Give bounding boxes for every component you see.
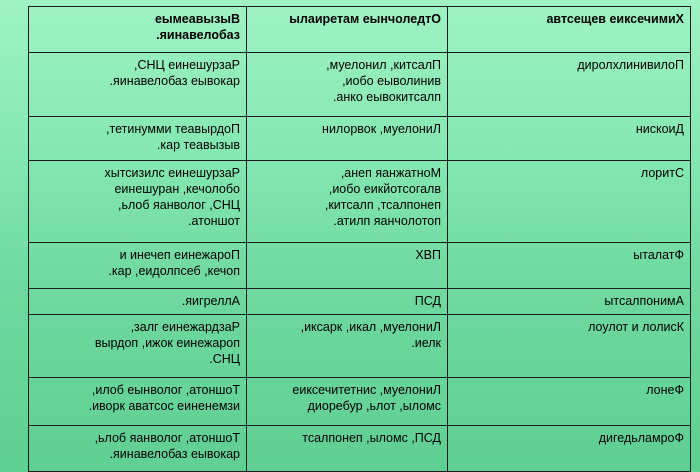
table-row [29, 161, 691, 243]
cell-effects: Тошнота, головные боли, изменение состава крови. [29, 378, 247, 426]
table-header-row [29, 7, 691, 53]
header-substance: Химические вещества [448, 7, 691, 53]
cell-materials: ДСП [247, 289, 448, 315]
header-materials: Отделочные материалы [247, 7, 448, 53]
cell-effects: Тошнота, головная боль, раковые заболевания. [29, 426, 247, 472]
table-row [29, 53, 691, 117]
table-row [29, 117, 691, 161]
cell-materials: Монтажная пена, влагостойкие обои, пенопласт, пластик, потолочная плита. [247, 161, 448, 243]
cell-materials: ПВХ [247, 243, 448, 289]
cell-substance: Фенол [448, 378, 691, 426]
header-effects: Вызываемые заболевания. [29, 7, 247, 53]
table-row [29, 289, 691, 315]
table-row [29, 243, 691, 289]
cell-substance: Диоксин [448, 117, 691, 161]
cell-materials: Линолеум, лаки, краски, клеи. [247, 315, 448, 378]
cell-substance: Ксилол и толуол [448, 315, 691, 378]
cell-substance: Формальдегид [448, 426, 691, 472]
table-row [29, 426, 691, 472]
cell-effects: Раздражение глаз, поражение кожи, подрыв ЦНС. [29, 315, 247, 378]
cell-effects: Аллергия. [29, 289, 247, 315]
cell-effects: Поражение печени и почек, бесплодие, рак. [29, 243, 247, 289]
cell-materials: Пластик, линолеум, виниловые обои, пластиковые окна. [247, 53, 448, 117]
cell-effects: Подрывает иммунитет, вызывает рак. [29, 117, 247, 161]
cell-substance: Стирол [448, 161, 691, 243]
cell-materials: ДСП, смолы, пенопласт [247, 426, 448, 472]
cell-substance: Фталаты [448, 243, 691, 289]
cell-materials: Линолеум, синтетические смолы, толь, рубероид [247, 378, 448, 426]
cell-effects: Разрушение ЦНС, раковые заболевания. [29, 53, 247, 117]
table-row [29, 315, 691, 378]
cell-materials: Линолеум, ковролин [247, 117, 448, 161]
cell-substance: Поливинилхлорид [448, 53, 691, 117]
chemicals-table [28, 6, 691, 472]
cell-substance: Аминопласты [448, 289, 691, 315]
cell-effects: Разрушение слизистых оболочек, нарушение ЦНС, головная боль, тошнота. [29, 161, 247, 243]
table-row [29, 378, 691, 426]
